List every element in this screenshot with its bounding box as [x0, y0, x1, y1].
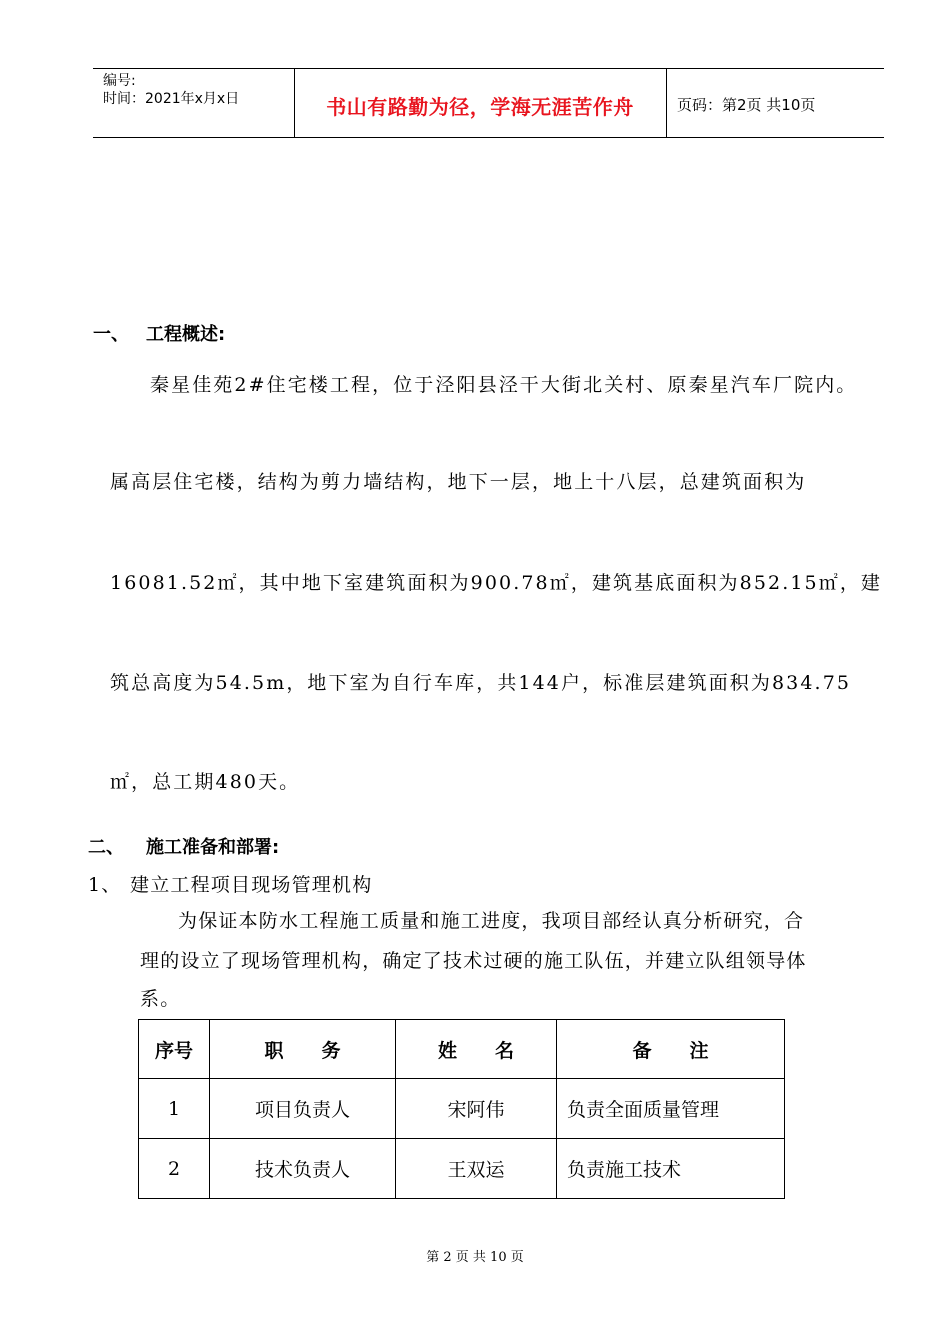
prep-line: 系。	[140, 988, 181, 1010]
item1-number: 1、	[88, 874, 122, 896]
cell-index: 2	[139, 1139, 210, 1199]
header-divider	[666, 69, 667, 137]
item1-title: 建立工程项目现场管理机构	[130, 874, 373, 896]
overview-line: 属高层住宅楼，结构为剪力墙结构，地下一层，地上十八层，总建筑面积为	[110, 471, 807, 493]
cell-position: 项目负责人	[210, 1079, 396, 1139]
overview-line: 筑总高度为54.5m，地下室为自行车库，共144户，标准层建筑面积为834.75	[110, 672, 852, 694]
section2-title: 施工准备和部署:	[146, 837, 280, 858]
overview-line: ㎡，总工期480天。	[110, 771, 301, 793]
staff-table	[138, 1019, 785, 1199]
cell-position: 技术负责人	[210, 1139, 396, 1199]
header-cell-remark: 备 注	[557, 1020, 785, 1079]
code-label: 编号:	[103, 73, 136, 89]
document-header	[93, 68, 884, 138]
cell-remark: 负责施工技术	[557, 1139, 785, 1199]
overview-line: 秦星佳苑2#住宅楼工程，位于泾阳县泾干大街北关村、原秦星汽车厂院内。	[150, 374, 858, 396]
header-meta	[103, 72, 239, 108]
header-cell-index: 序号	[139, 1020, 210, 1079]
table-header-row	[139, 1020, 785, 1079]
cell-name: 宋阿伟	[396, 1079, 557, 1139]
cell-remark: 负责全面质量管理	[557, 1079, 785, 1139]
section2-number: 二、	[88, 837, 124, 858]
overview-line: 16081.52㎡，其中地下室建筑面积为900.78㎡，建筑基底面积为852.15㎡，建	[110, 572, 883, 594]
prep-line: 为保证本防水工程施工质量和施工进度，我项目部经认真分析研究，合	[178, 910, 805, 932]
cell-index: 1	[139, 1079, 210, 1139]
prep-line: 理的设立了现场管理机构，确定了技术过硬的施工队伍，并建立队组领导体	[140, 950, 807, 972]
table-row	[139, 1079, 785, 1139]
section1-title: 工程概述:	[146, 324, 226, 345]
time-label: 时间：2021年x月x日	[103, 91, 240, 107]
table-row	[139, 1139, 785, 1199]
header-cell-position: 职 务	[210, 1020, 396, 1079]
header-motto: 书山有路勤为径，学海无涯苦作舟	[326, 95, 634, 119]
page-footer: 第 2 页 共 10 页	[426, 1250, 524, 1265]
header-page-code: 页码：第2页 共10页	[677, 96, 816, 114]
header-cell-name: 姓 名	[396, 1020, 557, 1079]
cell-name: 王双运	[396, 1139, 557, 1199]
section1-number: 一、	[93, 324, 129, 345]
